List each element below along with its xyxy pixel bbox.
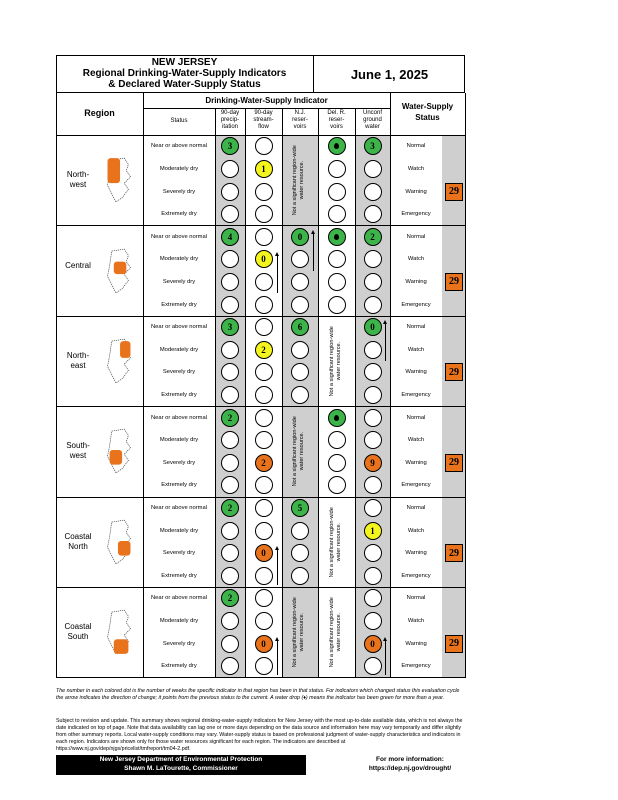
status-label: Extremely dry xyxy=(161,663,197,670)
nj-reservoirs-indicator-empty xyxy=(291,567,309,585)
ws-level-label: Warning xyxy=(405,369,427,376)
precip-indicator-empty xyxy=(221,454,239,472)
ws-status-badge: 29 xyxy=(445,544,463,562)
change-arrow-icon xyxy=(277,255,278,293)
grid-line xyxy=(56,225,465,226)
groundwater-indicator-active: 3 xyxy=(364,137,382,155)
precip-header: 90-day precip- itation xyxy=(220,110,240,130)
status-label: Severely dry xyxy=(162,278,196,285)
groundwater-indicator-empty xyxy=(364,499,382,517)
status-label: Near or above normal xyxy=(150,143,208,150)
grid-line xyxy=(56,316,465,317)
precip-indicator-empty xyxy=(221,612,239,630)
groundwater-indicator-empty xyxy=(364,544,382,562)
streamflow-indicator-empty xyxy=(255,589,273,607)
change-arrow-icon xyxy=(385,640,386,676)
status-label: Moderately dry xyxy=(159,437,199,444)
del-reservoirs-indicator-empty xyxy=(328,183,346,201)
grid-line xyxy=(282,108,283,677)
groundwater-indicator-active: 2 xyxy=(364,228,382,246)
region-map-icon xyxy=(104,156,134,204)
change-arrow-icon xyxy=(385,323,386,361)
streamflow-indicator-empty xyxy=(255,431,273,449)
not-significant-note: Not a significant region-wide water resource. xyxy=(328,325,342,397)
del-reservoirs-indicator-empty xyxy=(328,160,346,178)
nj-reservoirs-indicator-empty xyxy=(291,273,309,291)
not-significant-note: Not a significant region-wide water resource. xyxy=(292,145,305,216)
streamflow-indicator-empty xyxy=(255,137,273,155)
status-label: Extremely dry xyxy=(161,482,197,489)
commissioner-name: Shawn M. LaTourette, Commissioner xyxy=(124,765,238,772)
grid-line xyxy=(143,108,390,109)
nj-reservoirs-indicator-active: 6 xyxy=(291,318,309,336)
precip-indicator-active: 3 xyxy=(221,137,239,155)
precip-indicator-empty xyxy=(221,657,239,675)
not-significant-note: Not a significant region-wide water resource. xyxy=(328,506,342,577)
streamflow-indicator-empty xyxy=(255,363,273,381)
status-label: Severely dry xyxy=(162,459,196,466)
precip-indicator-active: 4 xyxy=(221,228,239,246)
status-label: Near or above normal xyxy=(150,595,208,602)
status-label: Moderately dry xyxy=(159,256,199,263)
groundwater-header: Unconf ground water xyxy=(362,110,382,130)
streamflow-indicator-empty xyxy=(255,409,273,427)
region-header: Region xyxy=(84,108,115,118)
nj-reservoirs-indicator-empty xyxy=(291,296,309,314)
ws-level-label: Emergency xyxy=(401,572,431,579)
ws-level-label: Warning xyxy=(405,188,427,195)
water-drop-icon xyxy=(334,415,339,421)
streamflow-indicator-empty xyxy=(255,657,273,675)
streamflow-indicator-active: 0 xyxy=(255,635,273,653)
status-label: Near or above normal xyxy=(150,504,208,511)
region-name: South- west xyxy=(66,441,90,461)
del-reservoirs-indicator-empty xyxy=(328,431,346,449)
del-reservoirs-indicator-active xyxy=(328,409,346,427)
precip-indicator-empty xyxy=(221,431,239,449)
precip-indicator-active: 2 xyxy=(221,499,239,517)
streamflow-indicator-empty xyxy=(255,522,273,540)
change-arrow-icon xyxy=(277,640,278,676)
dep-name: New Jersey Department of Environmental Protection xyxy=(99,756,263,763)
streamflow-indicator-empty xyxy=(255,567,273,585)
groundwater-indicator-empty xyxy=(364,476,382,494)
streamflow-indicator-empty xyxy=(255,386,273,404)
groundwater-indicator-active: 9 xyxy=(364,454,382,472)
nj-reservoirs-header: N.J. reser- voirs xyxy=(292,110,308,130)
del-reservoirs-indicator-empty xyxy=(328,250,346,268)
ws-level-label: Emergency xyxy=(401,391,431,398)
nj-reservoirs-indicator-empty xyxy=(291,386,309,404)
ws-level-label: Warning xyxy=(405,640,427,647)
del-reservoirs-indicator-empty xyxy=(328,454,346,472)
status-label: Moderately dry xyxy=(159,165,199,172)
groundwater-indicator-empty xyxy=(364,589,382,607)
groundwater-indicator-empty xyxy=(364,183,382,201)
status-label: Severely dry xyxy=(162,369,196,376)
groundwater-indicator-active: 1 xyxy=(364,522,382,540)
precip-indicator-empty xyxy=(221,183,239,201)
grid-line xyxy=(355,108,356,677)
grid-line xyxy=(56,587,465,588)
grid-line xyxy=(56,406,465,407)
ws-status-badge: 29 xyxy=(445,273,463,291)
precip-indicator-empty xyxy=(221,341,239,359)
ws-level-label: Normal xyxy=(406,233,426,240)
nj-reservoirs-indicator-active: 0 xyxy=(291,228,309,246)
streamflow-indicator-empty xyxy=(255,205,273,223)
status-label: Severely dry xyxy=(162,188,196,195)
groundwater-indicator-active: 0 xyxy=(364,318,382,336)
region-name: Coastal North xyxy=(64,531,92,551)
precip-indicator-empty xyxy=(221,205,239,223)
status-label: Moderately dry xyxy=(159,527,199,534)
nj-reservoirs-indicator-empty xyxy=(291,522,309,540)
ws-level-label: Normal xyxy=(406,595,426,602)
del-reservoirs-indicator-active xyxy=(328,228,346,246)
status-label: Moderately dry xyxy=(159,346,199,353)
streamflow-indicator-active: 2 xyxy=(255,454,273,472)
status-label: Severely dry xyxy=(162,550,196,557)
del-reservoirs-indicator-active xyxy=(328,137,346,155)
more-info-label: For more information: xyxy=(376,756,444,763)
report-date: June 1, 2025 xyxy=(350,66,429,82)
ws-level-label: Watch xyxy=(407,346,425,353)
ws-level-label: Warning xyxy=(405,459,427,466)
not-significant-note: Not a significant region-wide water resource. xyxy=(292,597,305,668)
more-info-link[interactable]: https://dep.nj.gov/drought/ xyxy=(368,765,452,772)
status-label: Extremely dry xyxy=(161,211,197,218)
precip-indicator-active: 2 xyxy=(221,409,239,427)
groundwater-indicator-empty xyxy=(364,363,382,381)
status-label: Extremely dry xyxy=(161,572,197,579)
precip-indicator-empty xyxy=(221,273,239,291)
ws-status-badge: 29 xyxy=(445,183,463,201)
grid-line xyxy=(465,93,466,678)
streamflow-indicator-empty xyxy=(255,499,273,517)
precip-indicator-empty xyxy=(221,567,239,585)
streamflow-indicator-active: 0 xyxy=(255,544,273,562)
streamflow-indicator-active: 0 xyxy=(255,250,273,268)
region-map-icon xyxy=(104,427,134,475)
grid-line xyxy=(245,108,246,677)
ws-status-badge: 29 xyxy=(445,454,463,472)
streamflow-header: 90-day stream- flow xyxy=(253,110,274,130)
status-label: Severely dry xyxy=(162,640,196,647)
ws-level-label: Normal xyxy=(406,414,426,421)
region-map-icon xyxy=(104,337,134,385)
del-reservoirs-indicator-empty xyxy=(328,296,346,314)
title-line1: NEW JERSEY xyxy=(151,57,218,68)
ws-level-label: Watch xyxy=(407,527,425,534)
grid-line xyxy=(56,135,465,136)
precip-indicator-active: 3 xyxy=(221,318,239,336)
footnote-legend: The number in each colored dot is the number of weeks the specific indicator in that region has been in that status. For indicators which changed status this evaluation cycle the arrow indicates the direction of change; it points from the previous status to the current. A water drop (♦) means the indicator has been green for more than a year. xyxy=(56,688,460,701)
grid-line xyxy=(390,93,391,677)
ws-level-label: Watch xyxy=(407,437,425,444)
precip-indicator-empty xyxy=(221,635,239,653)
groundwater-indicator-empty xyxy=(364,296,382,314)
groundwater-indicator-empty xyxy=(364,341,382,359)
ws-level-label: Warning xyxy=(405,550,427,557)
change-arrow-icon xyxy=(313,233,314,271)
grid-line xyxy=(56,677,465,678)
water-drop-icon xyxy=(334,143,339,149)
water-drop-icon xyxy=(334,234,339,240)
del-reservoirs-indicator-empty xyxy=(328,205,346,223)
nj-reservoirs-indicator-active: 5 xyxy=(291,499,309,517)
precip-indicator-empty xyxy=(221,296,239,314)
ws-level-label: Emergency xyxy=(401,211,431,218)
region-name: Central xyxy=(65,260,91,270)
groundwater-indicator-empty xyxy=(364,409,382,427)
groundwater-indicator-empty xyxy=(364,567,382,585)
dep-banner xyxy=(56,755,306,775)
del-reservoirs-indicator-empty xyxy=(328,273,346,291)
ws-level-label: Normal xyxy=(406,143,426,150)
streamflow-indicator-empty xyxy=(255,612,273,630)
not-significant-note: Not a significant region-wide water resource. xyxy=(328,597,342,668)
ws-level-label: Watch xyxy=(407,165,425,172)
groundwater-indicator-empty xyxy=(364,160,382,178)
region-name: North- east xyxy=(66,351,90,370)
groundwater-indicator-empty xyxy=(364,205,382,223)
region-map-icon xyxy=(104,518,134,566)
groundwater-indicator-empty xyxy=(364,386,382,404)
streamflow-indicator-empty xyxy=(255,318,273,336)
region-name: Coastal South xyxy=(64,622,92,642)
groundwater-indicator-active: 0 xyxy=(364,635,382,653)
ws-status-badge: 29 xyxy=(445,363,463,381)
precip-indicator-empty xyxy=(221,544,239,562)
title-line2: Regional Drinking-Water-Supply Indicators xyxy=(82,68,287,79)
region-map-icon xyxy=(104,247,134,295)
streamflow-indicator-empty xyxy=(255,183,273,201)
precip-indicator-empty xyxy=(221,386,239,404)
status-col-header: Status xyxy=(170,118,188,124)
ws-level-label: Watch xyxy=(407,617,425,624)
del-reservoirs-header: Del. R. reser- voirs xyxy=(327,110,346,130)
streamflow-indicator-empty xyxy=(255,476,273,494)
nj-reservoirs-indicator-empty xyxy=(291,544,309,562)
region-map-icon xyxy=(104,608,134,656)
status-label: Near or above normal xyxy=(150,233,208,240)
ws-level-label: Warning xyxy=(405,278,427,285)
groundwater-indicator-empty xyxy=(364,612,382,630)
ws-level-label: Emergency xyxy=(401,663,431,670)
status-label: Near or above normal xyxy=(150,414,208,421)
nj-reservoirs-indicator-empty xyxy=(291,341,309,359)
groundwater-indicator-empty xyxy=(364,657,382,675)
ws-level-label: Emergency xyxy=(401,301,431,308)
grid-line xyxy=(56,497,465,498)
precip-indicator-empty xyxy=(221,522,239,540)
streamflow-indicator-active: 2 xyxy=(255,341,273,359)
groundwater-indicator-empty xyxy=(364,273,382,291)
precip-indicator-empty xyxy=(221,160,239,178)
ws-level-label: Watch xyxy=(407,256,425,263)
ws-level-label: Normal xyxy=(406,324,426,331)
precip-indicator-active: 2 xyxy=(221,589,239,607)
status-label: Moderately dry xyxy=(159,617,199,624)
groundwater-indicator-empty xyxy=(364,431,382,449)
more-info xyxy=(340,755,480,773)
region-name: North- west xyxy=(66,170,90,190)
title-line3: & Declared Water-Supply Status xyxy=(108,79,261,90)
grid-line xyxy=(318,108,319,677)
change-arrow-icon xyxy=(277,549,278,585)
streamflow-indicator-empty xyxy=(255,273,273,291)
status-label: Extremely dry xyxy=(161,391,197,398)
streamflow-indicator-empty xyxy=(255,296,273,314)
grid-line xyxy=(215,108,216,677)
groundwater-indicator-empty xyxy=(364,250,382,268)
status-label: Extremely dry xyxy=(161,301,197,308)
streamflow-indicator-empty xyxy=(255,228,273,246)
ws-level-label: Normal xyxy=(406,504,426,511)
ws-level-label: Emergency xyxy=(401,482,431,489)
ws-status-badge: 29 xyxy=(445,635,463,653)
del-reservoirs-indicator-empty xyxy=(328,476,346,494)
streamflow-indicator-active: 1 xyxy=(255,160,273,178)
indicator-group-header: Drinking-Water-Supply Indicator xyxy=(205,96,328,105)
grid-line xyxy=(143,93,144,677)
not-significant-note: Not a significant region-wide water resource. xyxy=(292,416,305,487)
footnote-disclaimer: Subject to revision and update. This summary shows regional drinking-water-supply indicators for New Jersey with the most up-to-date available data, which is not always the date indicated on top of page. Note that data availability can lag one or more days depending on the data source and information here may vary temporarily and differ slightly from other summary reports. Local water-supply conditions may vary. Water-supply status is based on professional judgment of water-supply characteristics and indicators in each region. Indicators are shown only for those water resources significant for each region. The indicators are described at https://www.nj.gov/dep/njgs/pricelist/tmfreport/tm04-2.pdf. xyxy=(56,718,463,752)
status-label: Near or above normal xyxy=(150,324,208,331)
ws-status-header: Water-Supply Status xyxy=(401,102,454,122)
